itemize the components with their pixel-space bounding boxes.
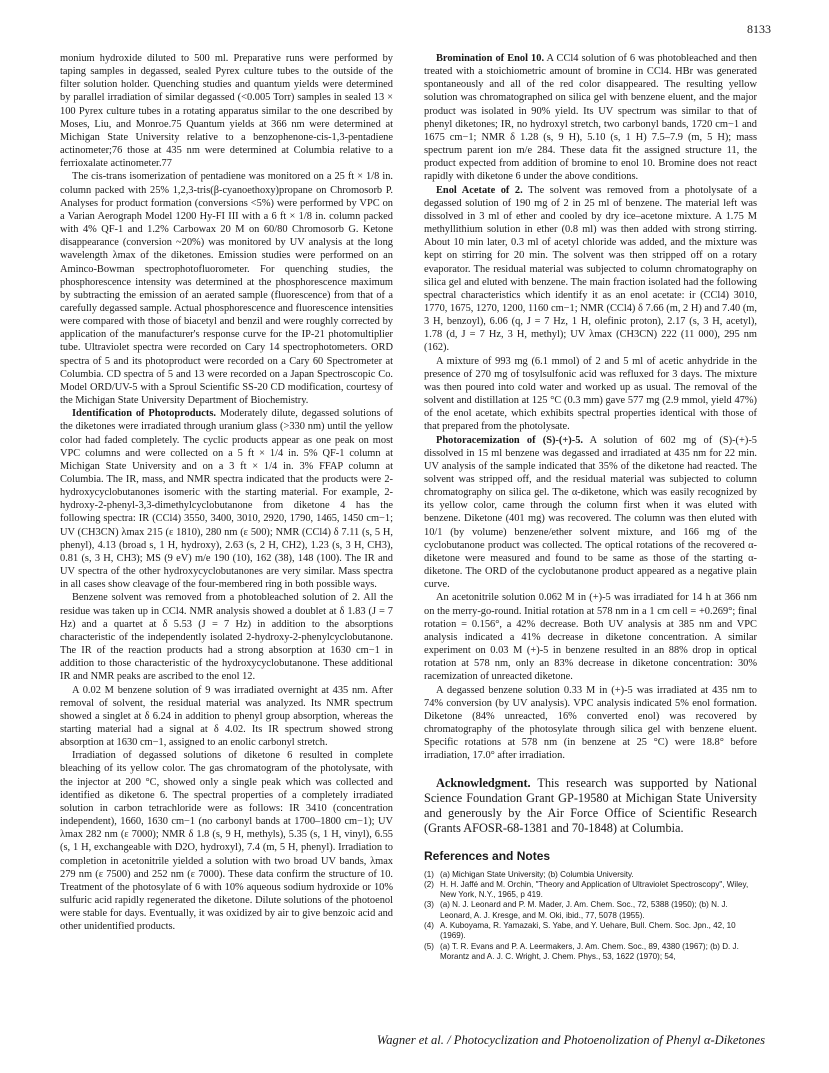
- reference-text: (a) T. R. Evans and P. A. Leermakers, J. Am. Chem. Soc., 89, 4380 (1967); (b) D. J. Morantz and A. J. C. Wright, J. Chem. Phys., 53, 1622 (1970); 54,: [440, 941, 739, 961]
- acknowledgment-text: This research was supported by National Science Foundation Grant GP-19580 at Michigan State University and generously by the Air Force Office of Scientific Research (Grants AFOSR-68-1381 and 70-1848) at Columbia.: [424, 776, 757, 836]
- paragraph-text: A 0.02 M benzene solution of 9 was irradiated overnight at 435 nm. After removal of solvent, the residual material was analyzed. Its NMR spectrum showed a singlet at δ 6.24 in addition to phenyl group absorption, whereas the starting material had a signal at δ 4.02. Its IR spectrum showed strong absorption at 1630 cm−1, assigned to an enolic carbonyl stretch.: [60, 684, 393, 749]
- running-footer: Wagner et al. / Photocyclization and Photoenolization of Phenyl α-Diketones: [376, 1033, 765, 1047]
- paragraph: [60, 684, 393, 750]
- paragraph-text: Benzene solvent was removed from a photobleached solution of 2. All the residue was taken up in CCl4. NMR analysis showed a doublet at δ 1.83 (J = 7 Hz) and a quartet at δ 5.53 (J = 7 Hz) in addition to the absorptions characteristic of the independently isolated 2-hydroxy-2-phenylcyclobutanone. The IR of the reaction products had a strong absorption at 1630 cm−1 in addition to those characteristic of the hydroxycyclobutanone. These additional IR and NMR peaks are ascribed to the enol 12.: [60, 592, 393, 683]
- paragraph-text: A mixture of 993 mg (6.1 mmol) of 2 and 5 ml of acetic anhydride in the presence of 270 mg of tosylsulfonic acid was refluxed for 3 days. The mixture was then poured into cold water and worked up as usual. The removal of the solvent and distillation at 125 °C (0.3 mm) gave 577 mg (2.9 mmol, yield 47%) of the enol acetate, which exhibits spectral properties identical with those of that prepared from the photolysate.: [424, 355, 757, 433]
- paragraph-lead: Bromination of Enol 10.: [436, 53, 545, 64]
- paragraph: [424, 434, 757, 592]
- left-column: [60, 52, 393, 933]
- paragraph: [424, 184, 757, 355]
- reference-number: (1): [424, 869, 434, 879]
- paragraph: [60, 749, 393, 933]
- reference-item: [424, 900, 757, 921]
- paragraph: [60, 591, 393, 683]
- paragraph-lead: Identification of Photoproducts.: [72, 408, 216, 420]
- reference-number: (2): [424, 879, 434, 889]
- reference-text: A. Kuboyama, R. Yamazaki, S. Yabe, and Y. Uehare, Bull. Chem. Soc. Jpn., 42, 10 (1969).: [440, 921, 736, 941]
- paragraph-text: monium hydroxide diluted to 500 ml. Preparative runs were performed by taping samples in degassed, sealed Pyrex culture tubes to the outside of the filter solution holder. Quenching studies and quantum yields were determined by parallel irradiation of similar degassed (<0.005 Torr) samples in sealed 13 × 100 Pyrex culture tubes in a rotating apparatus similar to the one described by Moses, Liu, and Monroe.75 Quantum yields at 366 nm were determined at Michigan State University relative to a benzophenone-cis-1,3-pentadiene actinometer;76 those at 435 nm were determined at Columbia relative to a ferrioxalate actinometer.77: [60, 53, 393, 170]
- reference-item: [424, 870, 757, 880]
- page-number: 8133: [747, 22, 771, 36]
- paragraph: [424, 591, 757, 683]
- paragraph-text: A solution of 602 mg of (S)-(+)-5 dissolved in 15 ml benzene was degassed and irradiated at 435 nm for 22 min. UV analysis of the sample indicated that 35% of the diketone had reacted. The solvent was stripped off, and the residual material was subjected to column chromatography on silica gel. The α-diketone, which was easily recognized by its yellow color, came through the column first when it was eluted with benzene. Diketone (401 mg) was recovered. The column was then eluted with 10/1 (by volume) benzene/ether solvent mixture, and 166 mg of the cyclobutanone product was collected. The optical rotations of the recovered α-diketone were measured and found to be same as those of the starting α-diketone. The ORD of the cyclobutanone product appeared as a negative plain curve.: [424, 434, 757, 591]
- paragraph: [60, 170, 393, 407]
- paragraph-text: An acetonitrile solution 0.062 M in (+)-5 was irradiated for 14 h at 366 nm on the merry-go-round. Initial rotation at 578 nm in a 1 cm cell = +0.269°; final rotation = 0.156°, a 42% decrease. Both UV analysis at 385 nm and VPC analysis indicated a 41% decrease in diketone concentration. A similar experiment on 0.03 M (+)-5 in benzene resulted in an 88% drop in optical rotation at 578 nm, only an 83% decrease in diketone concentration: 30% racemization of unreacted diketone.: [424, 592, 757, 683]
- paragraph: [60, 52, 393, 170]
- reference-text: (a) N. J. Leonard and P. M. Mader, J. Am. Chem. Soc., 72, 5388 (1950); (b) N. J. Leonard, A. J. Kresge, and M. Oki, ibid., 77, 5078 (1955).: [440, 900, 728, 920]
- paragraph: [424, 684, 757, 763]
- paragraph-text: The cis-trans isomerization of pentadiene was monitored on a 25 ft × 1/8 in. column packed with 25% 1,2,3-tris(β-cyanoethoxy)propane on Chromosorb P. Analyses for product formation (conversions <5%) were performed by VPC on a Varian Aerograph Model 1200 Hy-FI III with a 6 ft × 1/8 in. column packed with 4% QF-1 and 1.2% Carbowax 20 M on 60/80 Chromosorb G. Ketone disappearance (conversion ~20%) was monitored by UV analysis at the long wavelength λmax of the diketones. Emission studies were performed on an Aminco-Bowman spectrophotofluorometer. For quenching studies, the phosphorescence intensity was determined at the phosphorescence maximum by subtracting the emission of an aerated sample (fluorescence) from that of a carefully degassed sample. Actual phosphorescence and fluorescence intensities were compared with those of biacetyl and benzil and were roughly corrected by application of the manufacturer's response curve for the IP-21 photomultiplier tube. Ultraviolet spectra were recorded on Cary 14 spectrophotometers. ORD spectra of 5 and its photoproduct were recorded on a Cary 60 Spectrometer at Columbia. CD spectra of 5 and 13 were recorded on a Japan Spectroscopic Co. Model ORD/UV-5 with a Sproul Scientific SS-20 CD modification, courtesy of the Michigan State University Department of Biochemistry.: [60, 171, 393, 407]
- right-column: [424, 52, 757, 962]
- reference-item: [424, 880, 757, 901]
- reference-number: (5): [424, 941, 434, 951]
- reference-item: [424, 921, 757, 942]
- paragraph: [424, 52, 757, 184]
- reference-item: [424, 942, 757, 963]
- acknowledgment: [424, 776, 757, 836]
- paragraph-text: A CCl4 solution of 6 was photobleached and then treated with a stoichiometric amount of bromine in CCl4. HBr was generated spontaneously and all of the red color disappeared. The resulting yellow solution was chromatographed on silica gel with benzene eluent, and the major product was isolated in 90% yield. Its UV spectrum was similar to that of phenyl diketones; IR, no hydroxyl stretch, two carbonyl bands, 1720 cm−1 and 1675 cm−1; NMR δ 1.28 (s, 9 H), 5.10 (s, 1 H) 7.5–7.9 (m, 5 H); mass spectrum parent ion m/e 284. These data fit the assigned structure 11, the product expected from addition of bromine to enol 10. Bromine does not react rapidly with diketone 6 under the above conditions.: [424, 53, 757, 183]
- reference-text: H. H. Jaffé and M. Orchin, "Theory and Application of Ultraviolet Spectroscopy", Wiley, New York, N.Y., 1965, p 419.: [440, 879, 749, 900]
- acknowledgment-lead: Acknowledgment.: [436, 776, 531, 791]
- references-heading: References and Notes: [424, 849, 551, 864]
- references-list: [424, 870, 757, 963]
- reference-number: (4): [424, 921, 434, 931]
- paragraph-text: A degassed benzene solution 0.33 M in (+)-5 was irradiated at 435 nm to 74% conversion (by UV analysis). VPC analysis indicated 5% enol formation. Diketone (84% unreacted, 16% converted enol) was recovered by chromatography of the photosylate through silica gel with benzene eluent. Specific rotations at 578 nm (in benzene at 25 °C) were 18.8° before irradiation, 17.0° after irradiation.: [424, 684, 757, 762]
- paragraph-text: Irradiation of degassed solutions of diketone 6 resulted in complete bleaching of its yellow color. The gas chromatogram of the photolysate, with the injector at 200 °C, showed only a single peak which was collected and identified as diketone 6. The spectral properties of a completely irradiated solution in carbon tetrachloride were as follows: IR 3410 (concentration independent), 1660, 1630 cm−1 (no carbonyl bands at 1700–1800 cm−1); UV λmax 282 nm (ε 7000); NMR δ 1.8 (s, 9 H, methyls), 5.35 (s, 1 H, vinyl), 6.55 (s, 1 H, exchangeable with D2O, hydroxyl), 7.4 (m, 5 H, phenyl). Irradiation to completion in acetonitrile yielded a solution with two broad UV bands, λmax 279 nm (ε 7500) and 252 nm (ε 7000). These data confirm the structure of 10. Treatment of the photosylate of 6 with 10% aqueous sodium hydroxide or 10% sulfuric acid rapidly regenerated the diketone. Dilute solutions of the photoenol were stable for days. Eventually, it was oxidized by air to give benzoic acid and other unidentified products.: [60, 750, 393, 933]
- reference-text: (a) Michigan State University; (b) Columbia University.: [440, 869, 634, 879]
- paragraph: [60, 407, 393, 591]
- paragraph-text: Moderately dilute, degassed solutions of the diketones were irradiated through uranium glass (>330 nm) until the yellow color had faded completely. The cyclic products appear as one peak on most VPC columns and were collected on a 5 ft × 1/4 in. 5% QF-1 column at Michigan State University and on a 3 ft × 1/4 in. 3% FFAP column at Columbia. The IR, mass, and NMR spectra indicated that the products were 2-hydroxycyclobutanones isomeric with the starting material. For example, 2-hydroxy-2-phenyl-3,3-dimethylcyclobutanone from diketone 4 has the following spectra: IR (CCl4) 3550, 3400, 3010, 2920, 1790, 1465, 1450 cm−1; UV (CH3CN) λmax 215 (ε 1810), 280 nm (ε 500); NMR (CCl4) δ 7.11 (s, 5 H, phenyl), 4.13 (broad s, 1 H, hydroxy), 2.63 (s, 2 H, CH2), 1.23 (s, 3 H, CH3), 0.81 (s, 3 H, CH3); MS (9 eV) m/e 190 (10), 162 (38), 148 (100). The IR and UV spectra of the other hydroxycyclobutanones are very similar. Mass spectra in all cases show cleavage of the four-membered ring in both possible ways.: [60, 408, 393, 591]
- paragraph-lead: Photoracemization of (S)-(+)-5.: [436, 434, 583, 446]
- reference-number: (3): [424, 900, 434, 910]
- paragraph: [424, 355, 757, 434]
- paragraph-lead: Enol Acetate of 2.: [436, 184, 523, 196]
- paragraph-text: The solvent was removed from a photolysate of a degassed solution of 190 mg of 2 in 25 ml of benzene. The material left was dissolved in 3 ml of ether and cooled by dry ice–acetone mixture. A 1.75 M methyllithium solution in ether (0.8 ml) was then added with strong stirring. About 10 min later, 0.3 ml of acetyl chloride was added, and the mixture was kept on stirring for 20 min. The solvent was then stripped off on a rotary evaporator. The residual material was subjected to column chromatography on silica gel and eluted with benzene. The main fraction isolated had the following spectral characteristics which identify it as an enol acetate: ir (CCl4) 3010, 1770, 1675, 1270, 1200, 1160 cm−1; NMR (CCl4) δ 7.66 (m, 2 H) and 7.40 (m, 3 H, benzoyl), 6.06 (q, J = 7 Hz, 1 H, olefinic proton), 2.17 (s, 3 H, acetyl), 1.78 (d, J = 7 Hz, 3 H, methyl); UV λmax (CH3CN) 222 (11 000), 295 nm (162).: [424, 184, 757, 354]
